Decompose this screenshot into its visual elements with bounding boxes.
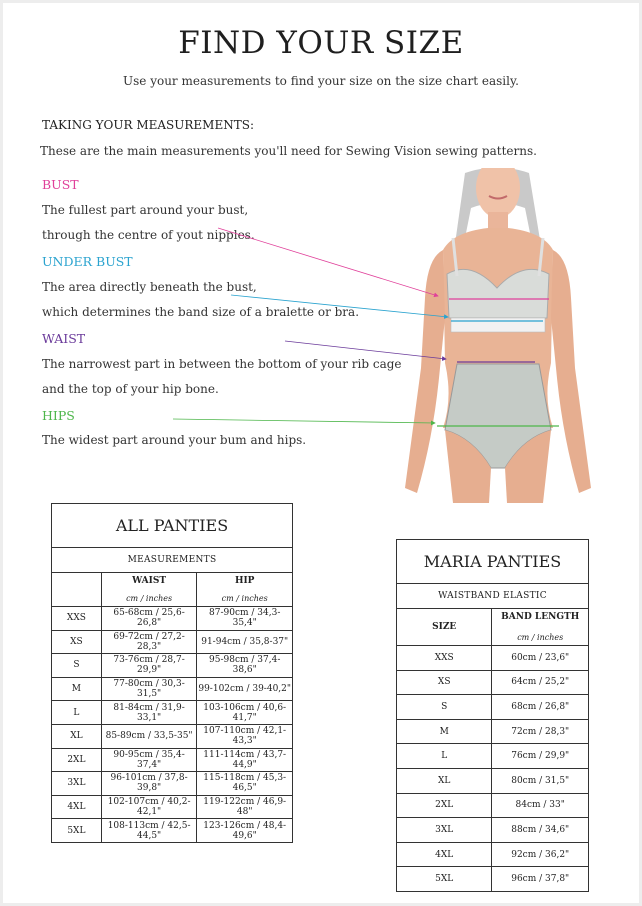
all-panties-hip-cell: 111-114cm / 43,7-44,9" xyxy=(197,748,293,772)
table-row xyxy=(52,607,293,631)
bust-description-2: through the centre of yout nipples. xyxy=(42,228,255,242)
table-row xyxy=(397,744,589,769)
bust-pointer xyxy=(218,228,438,296)
all-panties-waist-cell: 102-107cm / 40,2-42,1" xyxy=(101,795,197,819)
maria-panties-band-cell: 80cm / 31,5" xyxy=(492,768,589,793)
waist-unit: cm / inches xyxy=(101,590,197,607)
table-row xyxy=(397,842,589,867)
waist-pointer xyxy=(285,341,446,359)
table-row xyxy=(52,701,293,725)
all-panties-waist-cell: 77-80cm / 30,3-31,5" xyxy=(101,677,197,701)
all-panties-size-cell: M xyxy=(52,677,102,701)
measurements-intro: These are the main measurements you'll need for Sewing Vision sewing patterns. xyxy=(40,144,537,158)
hips-label: HIPS xyxy=(42,408,75,423)
maria-panties-size-cell: 4XL xyxy=(397,842,492,867)
maria-panties-band-cell: 84cm / 33" xyxy=(492,793,589,818)
all-panties-size-cell: 5XL xyxy=(52,819,102,843)
maria-panties-band-cell: 96cm / 37,8" xyxy=(492,867,589,892)
hip-unit: cm / inches xyxy=(197,590,293,607)
maria-panties-size-cell: 2XL xyxy=(397,793,492,818)
all-panties-hip-cell: 123-126cm / 48,4-49,6" xyxy=(197,819,293,843)
under-bust-pointer xyxy=(231,295,448,317)
table-row xyxy=(397,670,589,695)
all-panties-size-header xyxy=(52,573,102,607)
maria-panties-band-cell: 72cm / 28,3" xyxy=(492,719,589,744)
bust-label: BUST xyxy=(42,177,79,192)
maria-panties-size-cell: 3XL xyxy=(397,818,492,843)
table-row xyxy=(52,748,293,772)
maria-panties-table xyxy=(396,539,589,892)
all-panties-hip-cell: 107-110cm / 42,1-43,3" xyxy=(197,724,293,748)
maria-panties-band-cell: 92cm / 36,2" xyxy=(492,842,589,867)
table-row xyxy=(397,646,589,671)
all-panties-waist-cell: 96-101cm / 37,8-39,8" xyxy=(101,772,197,796)
maria-panties-band-cell: 68cm / 26,8" xyxy=(492,695,589,720)
table-row xyxy=(397,719,589,744)
all-panties-hip-cell: 115-118cm / 45,3-46,5" xyxy=(197,772,293,796)
table-row xyxy=(52,819,293,843)
maria-panties-title: MARIA PANTIES xyxy=(397,540,589,584)
table-row xyxy=(52,724,293,748)
under-bust-description-2: which determines the band size of a bralette or bra. xyxy=(42,305,360,319)
maria-panties-size-cell: M xyxy=(397,719,492,744)
table-row xyxy=(397,867,589,892)
all-panties-waist-cell: 73-76cm / 28,7-29,9" xyxy=(101,654,197,678)
table-row xyxy=(397,768,589,793)
table-row xyxy=(52,630,293,654)
hips-pointer xyxy=(173,419,435,423)
table-row xyxy=(52,772,293,796)
page-subtitle: Use your measurements to find your size on the size chart easily. xyxy=(123,74,519,88)
hip-column-header: HIP xyxy=(197,573,293,591)
table-row xyxy=(52,795,293,819)
page-title: FIND YOUR SIZE xyxy=(178,25,464,61)
measurements-heading: TAKING YOUR MEASUREMENTS: xyxy=(42,118,254,132)
band-length-column-header: BAND LENGTH xyxy=(492,609,589,630)
all-panties-hip-cell: 95-98cm / 37,4-38,6" xyxy=(197,654,293,678)
table-row xyxy=(397,695,589,720)
band-length-unit: cm / inches xyxy=(492,629,589,646)
all-panties-hip-cell: 99-102cm / 39-40,2" xyxy=(197,677,293,701)
size-column-header: SIZE xyxy=(397,609,492,646)
maria-panties-band-cell: 76cm / 29,9" xyxy=(492,744,589,769)
table-row xyxy=(397,793,589,818)
size-guide-page xyxy=(3,3,639,903)
table-row xyxy=(397,818,589,843)
all-panties-hip-cell: 87-90cm / 34,3-35,4" xyxy=(197,607,293,631)
table-row xyxy=(52,677,293,701)
maria-panties-size-cell: XXS xyxy=(397,646,492,671)
maria-panties-band-cell: 60cm / 23,6" xyxy=(492,646,589,671)
maria-panties-size-cell: XS xyxy=(397,670,492,695)
maria-panties-size-cell: XL xyxy=(397,768,492,793)
table-row xyxy=(52,654,293,678)
all-panties-waist-cell: 81-84cm / 31,9-33,1" xyxy=(101,701,197,725)
all-panties-hip-cell: 103-106cm / 40,6-41,7" xyxy=(197,701,293,725)
all-panties-waist-cell: 65-68cm / 25,6-26,8" xyxy=(101,607,197,631)
waist-description-2: and the top of your hip bone. xyxy=(42,382,219,396)
all-panties-size-cell: XS xyxy=(52,630,102,654)
maria-panties-band-cell: 64cm / 25,2" xyxy=(492,670,589,695)
maria-panties-size-cell: S xyxy=(397,695,492,720)
all-panties-title: ALL PANTIES xyxy=(52,504,293,548)
all-panties-waist-cell: 90-95cm / 35,4-37,4" xyxy=(101,748,197,772)
under-bust-description-1: The area directly beneath the bust, xyxy=(42,280,257,294)
all-panties-size-cell: L xyxy=(52,701,102,725)
all-panties-waist-cell: 108-113cm / 42,5-44,5" xyxy=(101,819,197,843)
maria-panties-band-cell: 88cm / 34,6" xyxy=(492,818,589,843)
under-bust-label: UNDER BUST xyxy=(42,254,133,269)
maria-panties-size-cell: 5XL xyxy=(397,867,492,892)
all-panties-size-cell: XL xyxy=(52,724,102,748)
maria-panties-size-cell: L xyxy=(397,744,492,769)
bust-description-1: The fullest part around your bust, xyxy=(42,203,249,217)
hips-description-1: The widest part around your bum and hips. xyxy=(42,433,307,447)
waist-label: WAIST xyxy=(42,331,86,346)
all-panties-hip-cell: 119-122cm / 46,9-48" xyxy=(197,795,293,819)
all-panties-subtitle: MEASUREMENTS xyxy=(52,548,293,573)
all-panties-size-cell: S xyxy=(52,654,102,678)
all-panties-table xyxy=(51,503,293,843)
waist-column-header: WAIST xyxy=(101,573,197,591)
maria-panties-subtitle: WAISTBAND ELASTIC xyxy=(397,584,589,609)
all-panties-size-cell: 3XL xyxy=(52,772,102,796)
all-panties-hip-cell: 91-94cm / 35,8-37" xyxy=(197,630,293,654)
all-panties-waist-cell: 69-72cm / 27,2-28,3" xyxy=(101,630,197,654)
waist-description-1: The narrowest part in between the bottom of your rib cage xyxy=(42,357,402,371)
all-panties-size-cell: 4XL xyxy=(52,795,102,819)
measurement-pointer-lines xyxy=(3,3,639,473)
all-panties-waist-cell: 85-89cm / 33,5-35" xyxy=(101,724,197,748)
all-panties-size-cell: 2XL xyxy=(52,748,102,772)
all-panties-size-cell: XXS xyxy=(52,607,102,631)
